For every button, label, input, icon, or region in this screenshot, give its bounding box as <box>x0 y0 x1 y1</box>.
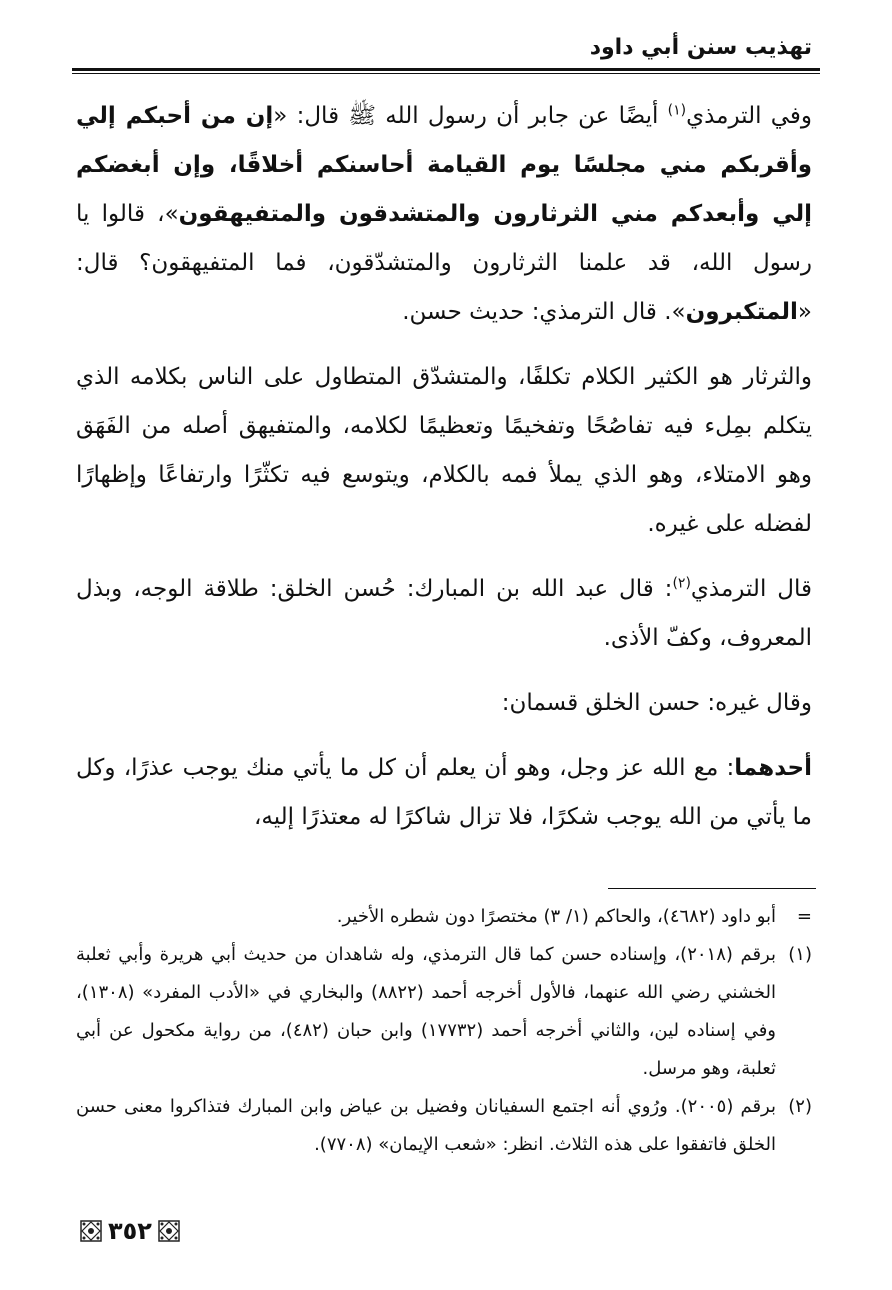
text-run: وفي الترمذي <box>686 103 812 129</box>
footnote-separator <box>608 888 816 889</box>
footnote-mark: (٢) <box>788 1096 812 1117</box>
footnote-mark: = <box>796 906 812 927</box>
running-header-title: تهذيب سنن أبي داود <box>589 35 812 60</box>
ornament-icon <box>80 1220 102 1242</box>
main-text <box>76 92 812 858</box>
page-number: ٣٥٢ <box>108 1217 152 1245</box>
footnotes <box>76 898 812 1164</box>
paragraph-4: وقال غيره: حسن الخلق قسمان: <box>501 690 812 716</box>
text-run: : مع الله عز وجل، وهو أن يعلم أن كل ما يأتي منك يوجب عذرًا، وكل ما يأتي من الله يوجب شكرًا، فلا تزال شاكرًا له معتذرًا إليه، <box>76 755 812 830</box>
hadith-answer-bold: المتكبرون <box>685 299 798 325</box>
footnote-2 <box>76 1088 812 1164</box>
header-rule-thick <box>72 68 820 71</box>
footnote-ref-1: (١) <box>667 102 687 119</box>
header-rule-thin <box>72 73 820 74</box>
text-run: قال الترمذي <box>690 576 813 602</box>
paragraph-3 <box>76 565 812 663</box>
ornament-icon <box>158 1220 180 1242</box>
running-header <box>72 30 820 70</box>
text-run: : قال عبد الله بن المبارك: حُسن الخلق: طلاقة الوجه، وبذل المعروف، وكفّ الأذى. <box>76 576 812 651</box>
footnote-1 <box>76 936 812 1088</box>
page-folio <box>80 1216 180 1246</box>
section-lead-bold: أحدهما <box>734 755 812 781</box>
text-run: أيضًا عن جابر أن رسول الله ﷺ قال: « <box>273 103 668 129</box>
text-run: »، قالوا يا رسول الله، قد علمنا الثرثارون والمتشدّقون، فما المتفيهقون؟ قال: « <box>76 201 812 325</box>
paragraph-2: والثرثار هو الكثير الكلام تكلفًا، والمتشدّق المتطاول على الناس بكلامه الذي يتكلم بمِلء فيه تفاصُحًا وتفخيمًا وتعظيمًا لكلامه، والمتفيهق أصله من الفَهَق وهو الامتلاء، وهو الذي يملأ فمه بالكلام، ويتوسع فيه تكثّرًا وارتفاعًا وإظهارًا لفضله على غيره. <box>76 364 812 537</box>
footnote-continued <box>76 898 812 936</box>
footnote-text: برقم (٢٠١٨)، وإسناده حسن كما قال الترمذي، وله شاهدان من حديث أبي هريرة وأبي ثعلبة الخشني رضي الله عنهما، فالأول أخرجه أحمد (٨٨٢٢) والبخاري في «الأدب المفرد» (١٣٠٨)، وفي إسناده لين، والثاني أخرجه أحمد (١٧٧٣٢) وابن حبان (٤٨٢)، من رواية مكحول عن أبي ثعلبة، وهو مرسل. <box>76 944 777 1079</box>
hadith-text-bold: إن من أحبكم إلي وأقربكم مني مجلسًا يوم القيامة أحاسنكم أخلاقًا، وإن أبغضكم إلي وأبعدكم مني الثرثارون والمتشدقون والمتفيهقون <box>76 103 812 227</box>
footnote-text: برقم (٢٠٠٥). ورُوي أنه اجتمع السفيانان وفضيل بن عياض وابن المبارك فتذاكروا معنى حسن الخلق فاتفقوا على هذه الثلاث. انظر: «شعب الإيمان» (٧٧٠٨). <box>76 1096 776 1155</box>
footnote-ref-2: (٢) <box>672 575 691 592</box>
footnote-mark: (١) <box>788 944 812 965</box>
paragraph-5 <box>76 744 812 842</box>
footnote-text: أبو داود (٤٦٨٢)، والحاكم (١/ ٣) مختصرًا دون شطره الأخير. <box>336 906 776 927</box>
paragraph-1 <box>76 92 812 337</box>
text-run: ». قال الترمذي: حديث حسن. <box>402 299 686 325</box>
